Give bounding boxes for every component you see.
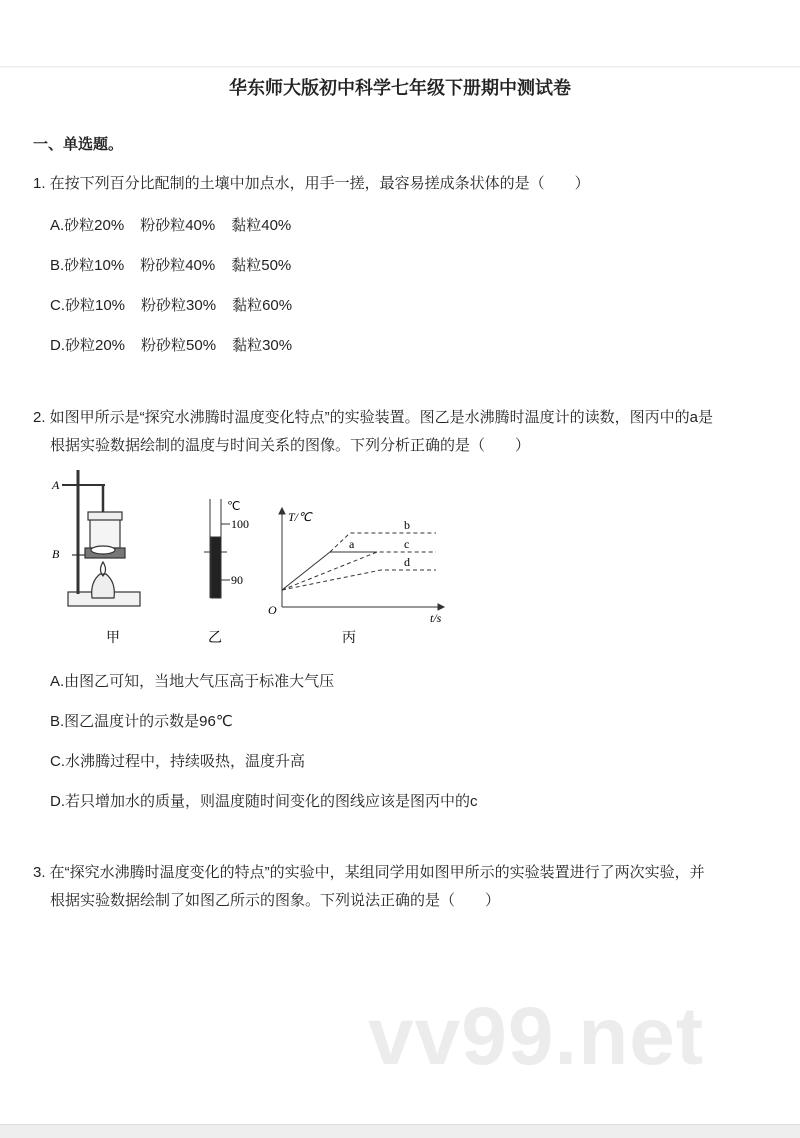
q2-option-c[interactable]: C.水沸腾过程中，持续吸热，温度升高	[50, 753, 306, 770]
q2-option-b[interactable]: B.图乙温度计的示数是96℃	[50, 713, 233, 730]
q2-option-a[interactable]: A.由图乙可知，当地大气压高于标准大气压	[50, 673, 335, 690]
option-part: 粉砂粒40%	[140, 257, 216, 274]
option-part: 黏粒40%	[231, 217, 292, 234]
q1-option-c[interactable]	[50, 294, 308, 315]
option-part: 粉砂粒40%	[140, 217, 216, 234]
figure-yi-label: 乙	[208, 631, 222, 646]
clamp-a-label: A	[52, 478, 60, 492]
curve-c	[282, 552, 436, 590]
q2-figure	[40, 462, 460, 652]
curve-a-label: a	[349, 537, 355, 551]
curve-d	[282, 570, 436, 590]
question-1-stem: 1. 在按下列百分比配制的土壤中加点水，用手一搓，最容易搓成条状体的是（ ）	[33, 175, 590, 192]
x-axis-label: t/s	[430, 611, 442, 625]
tick-90: 90	[231, 573, 243, 587]
page-top-edge	[0, 66, 800, 68]
q2-line-2: 根据实验数据绘制的温度与时间关系的图像。下列分析正确的是（ ）	[50, 437, 531, 454]
curve-c-label: c	[404, 537, 410, 551]
question-2-stem	[33, 404, 713, 460]
figure-jia-label: 甲	[106, 631, 120, 646]
q1-option-d[interactable]	[50, 334, 308, 355]
option-part: A.砂粒20%	[50, 217, 125, 234]
option-part: B.砂粒10%	[50, 257, 125, 274]
option-part: 黏粒50%	[231, 257, 292, 274]
q1-option-b[interactable]	[50, 254, 307, 275]
option-part: 粉砂粒50%	[141, 337, 217, 354]
option-part: 黏粒30%	[232, 337, 293, 354]
origin-label: O	[268, 603, 277, 617]
clamp-b-label: B	[52, 547, 60, 561]
thermometer-unit: ℃	[227, 499, 241, 513]
page-bottom-edge	[0, 1124, 800, 1138]
page-title: 华东师大版初中科学七年级下册期中测试卷	[229, 78, 571, 98]
question-3-stem	[33, 859, 705, 915]
apparatus-figure	[62, 470, 140, 606]
curve-d-label: d	[404, 555, 410, 569]
thermometer-figure	[204, 499, 230, 598]
curve-b-label: b	[404, 518, 410, 532]
figure-bing-label: 丙	[342, 631, 356, 646]
q1-option-a[interactable]	[50, 214, 307, 235]
q2-option-d[interactable]: D.若只增加水的质量，则温度随时间变化的图线应该是图丙中的c	[50, 793, 478, 810]
option-part: C.砂粒10%	[50, 297, 126, 314]
q3-line-1: 3. 在“探究水沸腾时温度变化的特点”的实验中，某组同学用如图甲所示的实验装置进行了两次实验，并	[33, 864, 705, 881]
section-heading: 一、单选题。	[33, 136, 124, 153]
curve-b	[330, 533, 436, 552]
watermark: vv99.net	[368, 991, 705, 1082]
q2-line-1: 2. 如图甲所示是“探究水沸腾时温度变化特点”的实验装置。图乙是水沸腾时温度计的读数，图丙中的a是	[33, 409, 714, 426]
option-part: 黏粒60%	[232, 297, 293, 314]
q3-line-2: 根据实验数据绘制了如图乙所示的图象。下列说法正确的是（ ）	[50, 892, 501, 909]
option-part: D.砂粒20%	[50, 337, 126, 354]
option-part: 粉砂粒30%	[141, 297, 217, 314]
tick-100: 100	[231, 517, 249, 531]
y-axis-label: T/℃	[288, 510, 312, 524]
